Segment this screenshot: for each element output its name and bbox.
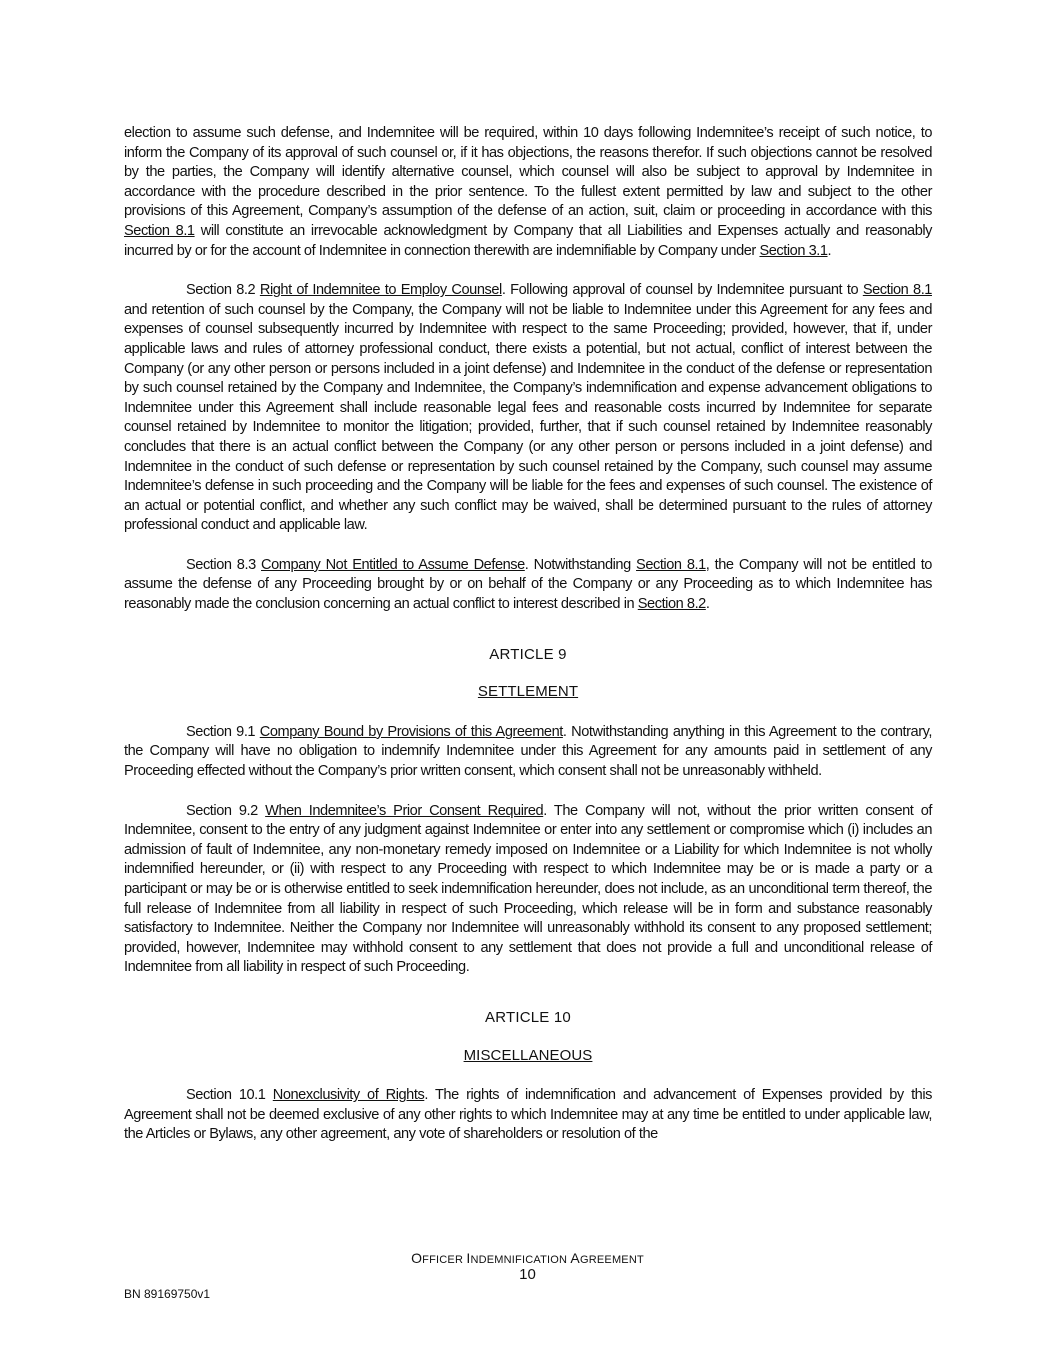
section-number: Section 9.1: [186, 723, 260, 740]
footer-title-part: O: [411, 1250, 423, 1266]
article-10-heading: ARTICLE 10: [485, 1008, 571, 1026]
paragraph-continuation: [124, 124, 932, 261]
article-9-subheading: SETTLEMENT: [477, 683, 579, 701]
section-reference: Section 8.2: [637, 596, 706, 613]
paragraph-text: , the Company will not be entitled to assume the defense of any Proceeding brought by or on behalf of the Company or any Proceeding as to which Indemnitee has reasonably made the conclusion concerning an actual conflict to interest described in: [124, 556, 932, 613]
footer-title-part: I: [466, 1250, 471, 1266]
paragraph-text: . Following approval of counsel by Indemnitee pursuant to: [501, 282, 863, 299]
section-number: Section 9.2: [186, 802, 266, 819]
section-number: Section 8.2: [186, 282, 260, 299]
section-reference: Section 8.1: [124, 222, 195, 239]
section-number: Section 10.1: [186, 1087, 273, 1104]
paragraph-text: election to assume such defense, and Indemnitee will be required, within 10 days following Indemnitee’s receipt of such notice, to inform the Company of its approval of such counsel or, if it has objections, the reasons therefor. If such objections cannot be resolved by the parties, the Company will identify alternative counsel, which counsel will also be subject to approval by Indemnitee in accordance with the procedure described in the prior sentence. To the fullest extent permitted by law and subject to the other provisions of this Agreement, Company’s assumption of the defense of an action, suit, claim or proceeding in accordance with this: [124, 125, 932, 220]
section-9-2: [124, 802, 932, 978]
document-id: BN 89169750v1: [124, 1287, 211, 1301]
footer-title-part: NDEMNIFICATION: [470, 1254, 571, 1266]
section-8-3: [124, 556, 932, 615]
paragraph-text: .: [827, 242, 832, 259]
section-10-1: [124, 1086, 932, 1145]
footer-document-title: [0, 1250, 1055, 1266]
footer-title-part: FFICER: [422, 1254, 467, 1266]
paragraph-text: will constitute an irrevocable acknowledgment by Company that all Liabilities and Expenses actually and reasonably incurred by or for the account of Indemnitee in connection therewith are indemnifiable by Company under: [124, 222, 932, 259]
footer-title-part: A: [570, 1250, 580, 1266]
section-number: Section 8.3: [186, 556, 262, 573]
page-body: [124, 124, 932, 1145]
section-reference: Section 8.1: [636, 556, 706, 573]
paragraph-text: . The rights of indemnification and advancement of Expenses provided by this Agreement shall not be deemed exclusive of any other rights to which Indemnitee may at any time be entitled to under applicable law, the Articles or Bylaws, any other agreement, any vote of shareholders or resolution of the: [124, 1087, 932, 1143]
section-reference: Section 8.1: [862, 282, 932, 299]
section-title: Company Bound by Provisions of this Agreement: [259, 723, 563, 740]
section-8-2: [124, 281, 932, 536]
page-number: 10: [519, 1266, 536, 1283]
paragraph-text: . Notwithstanding anything in this Agreement to the contrary, the Company will have no obligation to indemnify Indemnitee under this Agreement for any amounts paid in settlement of any Proceeding effected without the Company’s prior written consent, which consent shall not be unreasonably withheld.: [124, 723, 932, 780]
paragraph-text: .: [705, 596, 710, 613]
section-title: When Indemnitee’s Prior Consent Required: [265, 802, 544, 819]
footer-title-part: GREEMENT: [579, 1254, 644, 1266]
paragraph-text: . Notwithstanding: [524, 556, 637, 573]
section-reference: Section 3.1: [759, 242, 828, 259]
section-title: Company Not Entitled to Assume Defense: [261, 556, 525, 573]
article-9-heading: ARTICLE 9: [489, 645, 567, 663]
paragraph-text: and retention of such counsel by the Company, the Company will not be liable to Indemnitee under this Agreement for any fees and expenses of counsel subsequently incurred by Indemnitee with respect to the same Proceeding; provided, however, that if, under applicable laws and rules of attorney professional conduct, there exists a potential, but not actual, conflict of interest between the Company (or any other person or persons included in a joint defense) and Indemnitee in the conduct of the defense or representation by such counsel retained by the Company and Indemnitee, the Company’s indemnification and expense advancement obligations to Indemnitee under this Agreement shall include reasonable legal fees and reasonable costs incurred by Indemnitee for separate counsel retained by Indemnitee to monitor the litigation; provided, further, that if such counsel retained by Indemnitee reasonably concludes that there is an actual conflict between the Company (or any other person or persons included in a joint defense) and Indemnitee in the conduct of such defense or representation by such counsel retained by the Company, such counsel may assume Indemnitee’s defense in such proceeding and the Company will be liable for the fees and expenses of such counsel. The existence of an actual or potential conflict, and whether any such conflict may be waived, shall be determined pursuant to the rules of attorney professional conduct and applicable law.: [124, 301, 932, 534]
article-10-subheading: MISCELLANEOUS: [463, 1046, 593, 1064]
section-title: Right of Indemnitee to Employ Counsel: [259, 282, 502, 299]
section-9-1: [124, 723, 932, 782]
paragraph-text: . The Company will not, without the prior written consent of Indemnitee, consent to the entry of any judgment against Indemnitee or enter into any settlement or compromise which (i) includes an admission of fault of Indemnitee, any non-monetary remedy imposed on Indemnitee or a Liability for which Indemnitee is not wholly indemnified hereunder, or (ii) with respect to any Proceeding with respect to which Indemnitee may be or is made a party or a participant or may be or is otherwise entitled to seek indemnification hereunder, does not include, as an unconditional term thereof, the full release of Indemnitee from all liability in respect of such Proceeding, which release will be in form and substance reasonably satisfactory to Indemnitee. Neither the Company nor Indemnitee will unreasonably withhold its consent to any proposed settlement; provided, however, Indemnitee may withhold consent to any settlement that does not provide a full and unconditional release of Indemnitee from all liability in respect of such Proceeding.: [124, 802, 932, 976]
section-title: Nonexclusivity of Rights: [272, 1087, 425, 1104]
